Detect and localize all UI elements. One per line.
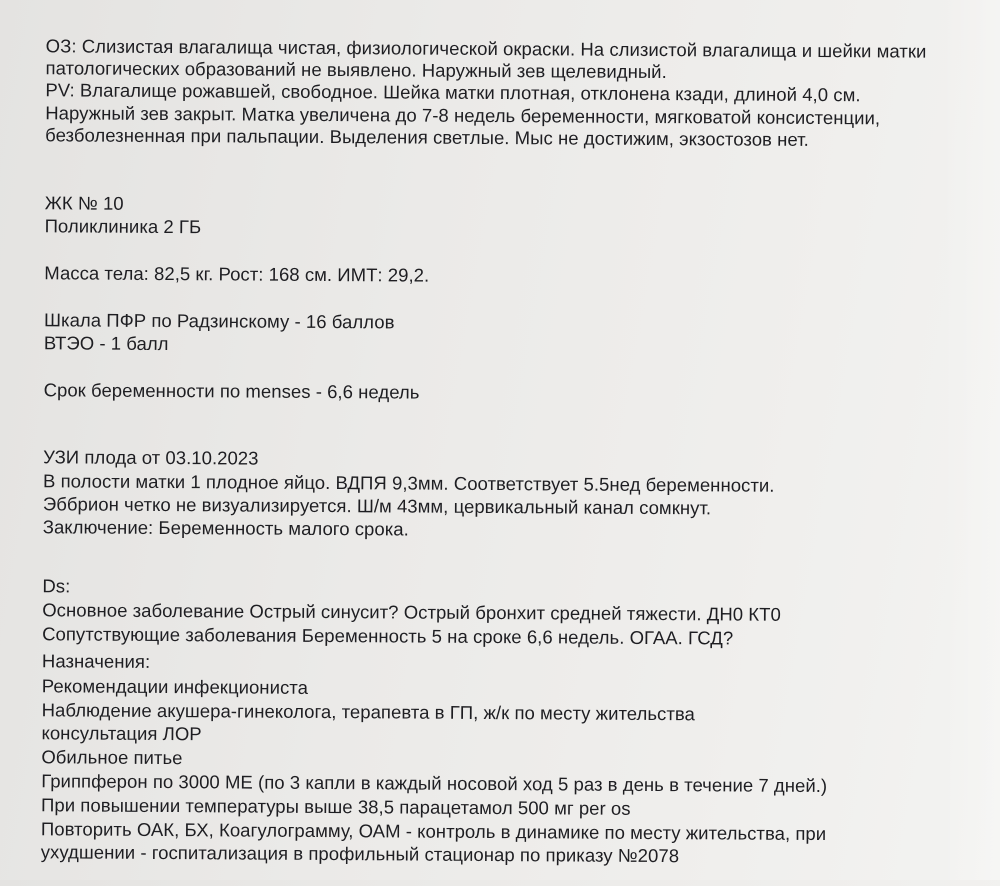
diagnosis-concomitant: Сопутствующие заболевания Беременность 5 на сроке 6,6 недель. ОГАА. ГСД? [42,623,734,649]
pv-line-2: Наружный зев закрыт. Матка увеличена до 7-8 недель беременности, мягковатой консистенции, [45,102,881,129]
pfr-scale: Шкала ПФР по Радзинскому - 16 баллов [43,309,395,333]
ultrasound-line-1: В полости матки 1 плодное яйцо. ВДПЯ 9,3мм. Соответствует 5.5нед беременности. [42,470,775,496]
pv-line-3: безболезненная при пальпации. Выделения светлые. Мыс не достижим, экзостозов нет. [45,124,809,150]
prescription-1: Рекомендации инфекциониста [41,675,309,698]
prescription-6: При повышении температуры выше 38,5 парацетамол 500 мг per os [41,794,631,819]
prescription-8: ухудшении - госпитализация в профильный стационар по приказу №2078 [40,841,680,867]
paper-edge [940,0,1000,880]
prescription-3: консультация ЛОР [41,722,202,745]
prescription-2: Наблюдение акушера-гинеколога, терапевта в ГП, ж/к по месту жительства [41,699,695,725]
prescription-4: Обильное питье [41,746,183,769]
vteo-score: ВТЭО - 1 балл [43,332,169,355]
diagnosis-main: Основное заболевание Острый синусит? Острый бронхит средней тяжести. ДН0 КТ0 [42,599,781,625]
gestation-term: Срок беременности по menses - 6,6 недель [43,379,420,403]
exam-line-2: патологических образований не выявлено. Наружный зев щелевидный. [45,57,667,83]
clinic-name: Поликлиника 2 ГБ [44,215,202,238]
prescription-7: Повторить ОАК, БХ, Коагулограмму, ОАМ - контроль в динамике по месту жительства, при [40,818,827,845]
ultrasound-line-2: Эббрион четко не визуализируется. Ш/м 43мм, цервикальный канал сомкнут. [42,493,712,519]
pv-line-1: PV: Влагалище рожавшей, свободное. Шейка матки плотная, отклонена кзади, длиной 4,0 см. [45,79,861,106]
diagnosis-heading: Ds: [42,575,71,597]
body-measurements: Масса тела: 82,5 кг. Рост: 168 см. ИМТ: 29,2. [44,262,430,286]
clinic-number: ЖК № 10 [44,192,124,214]
exam-line-1: ОЗ: Слизистая влагалища чистая, физиологической окраски. На слизистой влагалища и шейки матки [45,35,927,62]
ultrasound-conclusion: Заключение: Беременность малого срока. [42,516,409,540]
ultrasound-title: УЗИ плода от 03.10.2023 [43,446,259,469]
prescriptions-heading: Назначения: [41,650,151,672]
prescription-5: Гриппферон по 3000 МЕ (по 3 капли в каждый носовой ход 5 раз в день в течение 7 дней.) [41,770,828,797]
